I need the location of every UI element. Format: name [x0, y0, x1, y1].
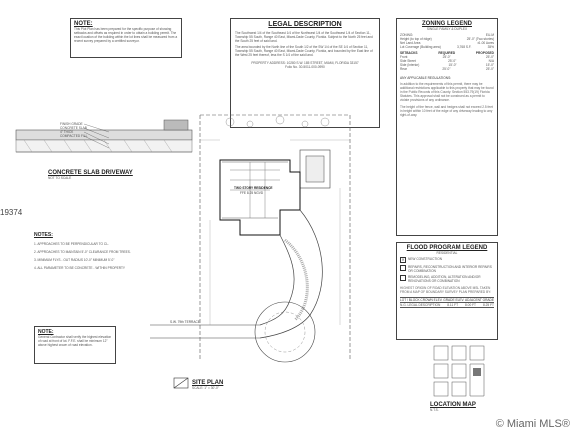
- zoning-subheading: SINGLE FAMILY & DUPLEX: [426, 27, 468, 31]
- driveway-caption-text: CONCRETE SLAB DRIVEWAY: [48, 170, 133, 176]
- driveway-label: FINISH GRADE: [60, 122, 83, 126]
- note-bottom-box: [34, 326, 116, 364]
- zoning-cell: Front: [400, 55, 408, 59]
- note-top-text: This Plot Plan has been prepared for the specific purpose of showing setbacks and offsets as required in order to obtain a building permit. The exact location of the building within the lot lines shall be measured from a recent survey prepared by a certified surveyor.: [74, 27, 178, 43]
- zoning-cell: Net Land Area: [400, 41, 421, 45]
- legal-description-heading: LEGAL DESCRIPTION: [268, 21, 342, 28]
- zoning-cell: Lot Coverage (Building area): [400, 45, 441, 49]
- flood-check-label: REPAIRS, RECONSTRUCTION AND INTERIOR REPAIRS OR COMBINATION: [408, 265, 492, 273]
- flood-table-cell: CROWN ELEV.: [420, 298, 443, 302]
- site-plan-scale: SCALE: 1" = 30'-0": [192, 386, 219, 390]
- site-plan-caption: [192, 380, 223, 390]
- note-bottom-heading: NOTE:: [38, 329, 54, 335]
- location-map-drawing: [424, 340, 500, 400]
- flood-table-cell: 8.11 FT: [447, 303, 459, 307]
- zoning-notes: In addition to the requirements of this permit, there may be additional restrictions applicable to this property that may be found in the Public Records of this County. Section 553.79(19) Florida Statutes. This approval shall not be construed as a permit to violate provisions of any ordinance.: [400, 82, 494, 102]
- zoning-value: EU-M: [485, 33, 494, 37]
- zoning-cell: 25'-0" (Two stories): [466, 37, 494, 41]
- notes-item-text: MINIMUM FLYS - OUT RADIUS 10'-0" MINIMUM 5'-0": [37, 258, 115, 262]
- legal-folio: Folio No. 30-5011-000-0990: [285, 65, 325, 69]
- flood-table-cell: N.G. LEGAL DESCRIPTION: [400, 303, 441, 307]
- location-map-caption: [430, 402, 476, 412]
- checkbox[interactable]: [400, 265, 406, 271]
- driveway-caption: [48, 170, 133, 180]
- legal-address: PROPERTY ADDRESS: 10280 S.W. 185 STREET, MIAMI, FLORIDA 33157: [251, 61, 359, 65]
- notes-heading: NOTES:: [34, 232, 53, 238]
- zoning-cell: 25'-0": [448, 59, 457, 63]
- zoning-column-header: SETBACKS: [400, 51, 418, 55]
- side-number: 19374: [0, 208, 23, 217]
- notes-item: 2. APPROACHES TO MAINTAIN 5'-0" CLEARANCE FROM TREES.: [34, 250, 131, 254]
- street-label: S.W. 79th TERRACE: [170, 320, 200, 324]
- flood-subheading: RESIDENTIAL: [436, 251, 458, 255]
- flood-check-label: NEW CONSTRUCTION: [408, 257, 442, 261]
- zoning-coverage-row: [400, 45, 494, 49]
- zoning-cell: 15'-0": [485, 63, 494, 67]
- flood-check-label: REMODELING, ADDITION, ALTERATION AND/OR RENOVATIONS OR COMBINATION: [408, 275, 481, 283]
- zoning-cell: N/A: [488, 59, 494, 63]
- site-plan-caption-text: SITE PLAN: [192, 380, 224, 386]
- notes-item: 1. APPROACHES TO BE PERPENDICULAR TO CL.: [34, 242, 109, 246]
- flood-legend-box: [396, 242, 498, 340]
- zoning-cell: 15'-0": [448, 63, 457, 67]
- flood-table-cell: GRADE ELEV.: [443, 298, 465, 302]
- zoning-legend-heading: ZONING LEGEND: [421, 21, 472, 27]
- building-label: TWO STORY RESIDENCE: [234, 186, 273, 190]
- notes-item: 4. ALL PARAMETER TO BE CONCRETE - WITHIN PROPERTY: [34, 266, 126, 270]
- driveway-scale: NOT TO SCALE: [48, 176, 72, 180]
- location-map-caption-text: LOCATION MAP: [430, 402, 476, 408]
- zoning-cell: 25'-0": [442, 67, 451, 71]
- notes-item-text: ALL PARAMETER TO BE CONCRETE - WITHIN PROPERTY: [37, 266, 126, 270]
- checkbox[interactable]: [400, 275, 406, 281]
- zoning-column-header: PROPOSED: [475, 51, 494, 55]
- building-sub-label: FFE 8.25 NGVD: [240, 191, 264, 195]
- notes-item: 3. MINIMUM FLYS - OUT RADIUS 10'-0" MINIMUM 5'-0": [34, 258, 115, 262]
- zoning-cell: Side (Interior): [400, 63, 420, 67]
- zoning-cell: 35%: [487, 45, 494, 49]
- zoning-notes-heading: ANY APPLICABLE REGULATIONS:: [400, 76, 452, 80]
- zoning-setback-row: [400, 67, 494, 71]
- notes-item-text: APPROACHES TO BE PERPENDICULAR TO CL.: [37, 242, 109, 246]
- zoning-column-header: REQUIRED: [438, 51, 456, 55]
- site-plan-drawing: [150, 110, 390, 400]
- zoning-notes-2: The height of the fence, wall and hedges shall not exceed 2.5 feet in height within 10 feet of the edge of any driveway leading to any right-of-way.: [400, 105, 493, 117]
- flood-check-row: [400, 257, 494, 263]
- legal-paragraph-2: The area bounded by the North line of the South 1/2 of the SW 1/4 of the SE 1/4 of Section 11, Township 55 South, Range 40 East, Miami-Dade County, Florida, and bounded by the East line of the West 25 feet thereof, less the S 1/4 of the said land.: [235, 45, 373, 57]
- flood-table-cell: ADJACENT GRADE: [465, 298, 494, 302]
- zoning-cell: ±1.00 Acres: [477, 41, 494, 45]
- zoning-cell: 25'-0": [442, 55, 451, 59]
- flood-table-cell: LOT / BLOCK: [400, 298, 420, 302]
- checkbox[interactable]: ✕: [401, 257, 405, 262]
- legal-paragraph-1: The Southwest 1/4 of the Southeast 1/4 of the Northwest 1/4 of the Southwest 1/4 of Section 11, Township 55 South, Range 40 East, Miami-Dade County, Florida. Subject to the North 25 feet and the South 25 feet of said land.: [235, 31, 373, 43]
- note-top-box: [70, 18, 182, 58]
- zoning-cell: 25'-0": [485, 67, 494, 71]
- flood-table-cell: 8.25 FT: [483, 303, 494, 307]
- note-top-heading: NOTE:: [74, 21, 93, 27]
- driveway-label: COMPACTED FILL: [60, 134, 88, 138]
- flood-check-row: [400, 275, 494, 283]
- driveway-label: 4" THICK: [60, 130, 74, 134]
- notes-item-text: APPROACHES TO MAINTAIN 5'-0" CLEARANCE FROM TREES.: [37, 250, 131, 254]
- driveway-label: CONCRETE SLAB: [60, 126, 87, 130]
- watermark: © Miami MLS®: [495, 418, 570, 430]
- location-map-scale: N.T.S.: [430, 408, 439, 412]
- note-bottom-text: General Contractor shall verify the highest elevation of road at front of lot. F.F.E. shall be minimum 12" above highest crown of road elevation.: [38, 335, 112, 347]
- zoning-cell: Side Street: [400, 59, 416, 63]
- zoning-cell: Height (to top of ridge): [400, 37, 432, 41]
- flood-table-row: [400, 303, 494, 308]
- zoning-cell: Rear: [400, 67, 407, 71]
- zoning-legend-box: [396, 18, 498, 236]
- flood-table-cell: 8.00 FT: [465, 303, 476, 307]
- zoning-cell: 25'-0": [485, 55, 494, 59]
- flood-legend-heading: FLOOD PROGRAM LEGEND: [406, 245, 488, 251]
- zoning-cell: 3,768 S.F.: [457, 45, 472, 49]
- flood-check-row: [400, 265, 494, 273]
- flood-highest-text: HIGHEST ORIGIN OF ROAD ELEVATION ABOVE MSL TAKEN FROM A MAP OF BOUNDARY SURVEY PLAN PREPARED BY:: [400, 286, 492, 294]
- zoning-label: ZONING:: [400, 33, 414, 37]
